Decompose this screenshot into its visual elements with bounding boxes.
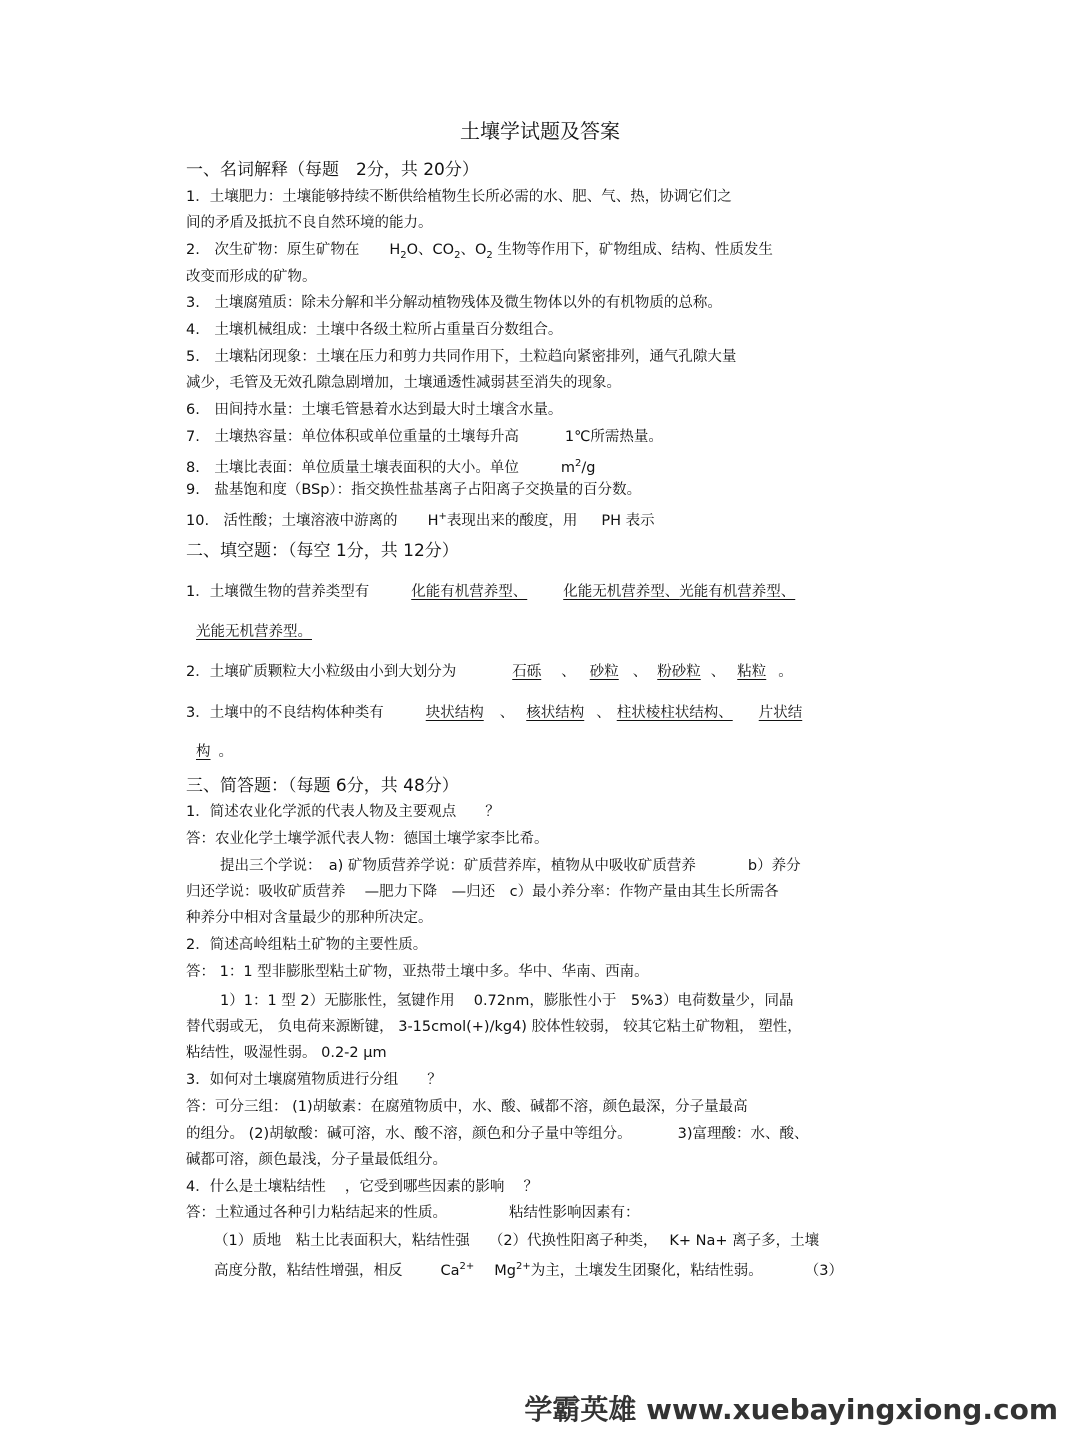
answer-blank: 光能无机营养型。 [196, 624, 312, 640]
s2-q3-line-1: 3．土壤中的不良结构体种类有 块状结构 、 核状结构 、 柱状棱柱状结构、 片状结 [186, 703, 806, 723]
s1-item-8-text: 8. 土壤比表面：单位质量土壤表面积的大小。单位 [186, 459, 519, 476]
s2-q3-text: 3．土壤中的不良结构体种类有 [186, 705, 384, 721]
s1-item-2-text: 2. 次生矿物：原生矿物在 [186, 242, 360, 258]
s1-item-9: 9. 盐基饱和度（BSp）：指交换性盐基离子占阳离子交换量的百分数。 [186, 482, 642, 498]
s3-q3-answer-1: 答：可分三组： (1)胡敏素：在腐殖物质中，水、酸、碱都不溶，颜色最深，分子量最高 [186, 1099, 748, 1115]
s2-q3-line-2: 构 。 [196, 744, 233, 760]
s1-item-2-line-2: 改变而形成的矿物。 [186, 269, 317, 285]
s3-q1: 1．简述农业化学派的代表人物及主要观点 ？ [186, 804, 500, 820]
s3-q3-answer-3: 碱都可溶，颜色最浅，分子量最低组分。 [186, 1152, 447, 1168]
answer-blank: 石砾 [512, 664, 542, 680]
s3-q4-answer-text: 高度分散，粘结性增强，相反 [214, 1262, 403, 1279]
unit-sup: 2 [574, 458, 582, 469]
s3-q4-answer-3 [214, 1257, 843, 1281]
s1-item-1-line-2: 间的矛盾及抵抗不良自然环境的能力。 [186, 215, 433, 231]
s3-q2: 2．简述高岭组粘土矿物的主要性质。 [186, 937, 428, 953]
answer-blank: 核状结构 [526, 705, 585, 721]
formula-sub: 2 [486, 249, 493, 261]
s3-q1-answer-1: 答：农业化学土壤学派代表人物：德国土壤学家李比希。 [186, 831, 549, 847]
s1-item-10-text: 10. 活性酸；土壤溶液中游离的 [186, 512, 398, 529]
s3-q1-answer-2 [220, 856, 801, 876]
s2-q1-line-2 [196, 622, 312, 642]
formula-text: O、CO [406, 242, 455, 258]
ion-sup: 2+ [515, 1261, 531, 1272]
s3-q3-answer-text: 的组分。 (2)胡敏酸：碱可溶，水、酸不溶，颜色和分子量中等组分。 [186, 1126, 632, 1142]
s1-item-7-text-end: 1℃所需热量。 [564, 429, 663, 445]
s3-q2-answer-4: 粘结性，吸湿性弱。 0.2-2 μm [186, 1045, 387, 1061]
ion-mg: Mg [494, 1262, 516, 1279]
formula-sub: 2 [454, 249, 461, 261]
s3-q4-answer-text-end: （3） [804, 1262, 843, 1279]
s3-q4-answer-text-end: 粘结性影响因素有： [509, 1205, 640, 1221]
s3-q4: 4．什么是土壤粘结性 ，它受到哪些因素的影响 ？ [186, 1179, 538, 1195]
section-2-heading: 二、填空题：（每空 1分，共 12分） [186, 541, 459, 561]
s1-item-2-text-end: 生物等作用下，矿物组成、结构、性质发生 [492, 242, 773, 258]
s1-item-5-line-2: 减少，毛管及无效孔隙急剧增加，土壤通透性减弱甚至消失的现象。 [186, 375, 621, 391]
answer-blank: 块状结构 [425, 705, 484, 721]
unit-text: m [560, 459, 575, 476]
s3-q4-answer-text: 答：土粒通过各种引力粘结起来的性质。 [186, 1205, 447, 1221]
s3-q1-answer-4: 种养分中相对含量最少的那种所决定。 [186, 910, 433, 926]
answer-blank: 粘粒 [737, 664, 767, 680]
formula-h: H [389, 242, 401, 258]
s3-q2-answer-1: 答： 1：1 型非膨胀型粘土矿物，亚热带土壤中多。华中、华南、西南。 [186, 964, 649, 980]
unit-text-end: /g [581, 459, 596, 476]
s3-q4-answer-1 [186, 1203, 640, 1223]
s1-item-4: 4. 土壤机械组成：土壤中各级土粒所占重量百分数组合。 [186, 322, 563, 338]
s1-item-1-line-1: 1．土壤肥力：土壤能够持续不断供给植物生长所必需的水、肥、气、热，协调它们之 [186, 189, 732, 205]
answer-blank: 化能无机营养型、 [563, 584, 680, 600]
s3-q3-answer-2 [186, 1124, 809, 1144]
answer-blank: 粉砂粒 [657, 664, 701, 680]
section-3-heading: 三、简答题：（每题 6分，共 48分） [186, 776, 459, 796]
ion-ca: Ca [440, 1262, 460, 1279]
s3-q1-answer-text: 提出三个学说： a) 矿物质营养学说：矿质营养库，植物从中吸收矿质营养 [220, 858, 696, 874]
formula-text: 、O [460, 242, 487, 258]
answer-blank: 化能有机营养型、 [411, 584, 528, 600]
s3-q3: 3．如何对土壤腐殖物质进行分组 ？ [186, 1072, 442, 1088]
s1-item-3: 3. 土壤腐殖质：除未分解和半分解动植物残体及微生物体以外的有机物质的总称。 [186, 295, 722, 311]
s1-item-10-mid: 表现出来的酸度，用 [446, 512, 578, 529]
page-title: 土壤学试题及答案 [460, 119, 620, 143]
s2-q2: 2．土壤矿质颗粒大小粒级由小到大划分为 石砾 、 砂粒 、 粉砂粒 、 粘粒 。 [186, 664, 793, 680]
s1-item-10 [186, 507, 655, 531]
s3-q3-answer-text-end: 3)富理酸：水、酸、 [677, 1126, 809, 1142]
ion-sup: + [438, 511, 447, 522]
s2-q1-text: 1．土壤微生物的营养类型有 [186, 584, 370, 600]
s1-item-7-text: 7. 土壤热容量：单位体积或单位重量的土壤每升高 [186, 429, 519, 445]
ion-h: H [427, 512, 439, 529]
answer-blank: 片状结 [758, 705, 803, 721]
s3-q2-answer-2: 1）1：1 型 2）无膨胀性，氢键作用 0.72nm，膨胀性小于 5%3）电荷数量少，同晶 [220, 993, 794, 1009]
s1-item-6: 6. 田间持水量：土壤毛管悬着水达到最大时土壤含水量。 [186, 402, 563, 418]
s2-q1-line-1 [186, 582, 821, 602]
answer-blank: 光能有机营养型、 [679, 584, 796, 600]
ion-sup: 2+ [459, 1261, 475, 1272]
section-1-heading: 一、名词解释（每题 2分，共 20分） [186, 160, 479, 180]
s3-q1-answer-3: 归还学说：吸收矿质营养 —肥力下降 —归还 c）最小养分率：作物产量由其生长所需各 [186, 884, 779, 900]
answer-blank: 砂粒 [589, 664, 619, 680]
s1-item-7 [186, 427, 663, 447]
answer-blank: 构 [196, 744, 211, 760]
s3-q1-answer-text-end: b）养分 [747, 858, 801, 874]
s2-q2-text: 2．土壤矿质颗粒大小粒级由小到大划分为 [186, 664, 457, 680]
s1-item-8 [186, 454, 595, 478]
s3-q4-answer-2: （1）质地 粘土比表面积大，粘结性强 （2）代换性阳离子种类， K+ Na+ 离子多，土壤 [214, 1233, 820, 1249]
s1-item-5-line-1: 5. 土壤粘闭现象：土壤在压力和剪力共同作用下，土粒趋向紧密排列，通气孔隙大量 [186, 349, 737, 365]
s3-q2-answer-3: 替代弱或无， 负电荷来源断键， 3-15cmol(+)/kg4) 胶体性较弱， 较其它粘土矿物粗， 塑性， [186, 1019, 802, 1035]
answer-blank: 柱状棱柱状结构、 [616, 705, 733, 721]
s3-q4-answer-text-mid: 为主，土壤发生团聚化，粘结性弱。 [530, 1262, 763, 1279]
s1-item-10-end: PH 表示 [601, 512, 655, 529]
formula-sub: 2 [400, 249, 407, 261]
s1-item-2-line-1 [186, 240, 773, 266]
watermark: 学霸英雄 www.xuebayingxiong.com [524, 1393, 1058, 1426]
